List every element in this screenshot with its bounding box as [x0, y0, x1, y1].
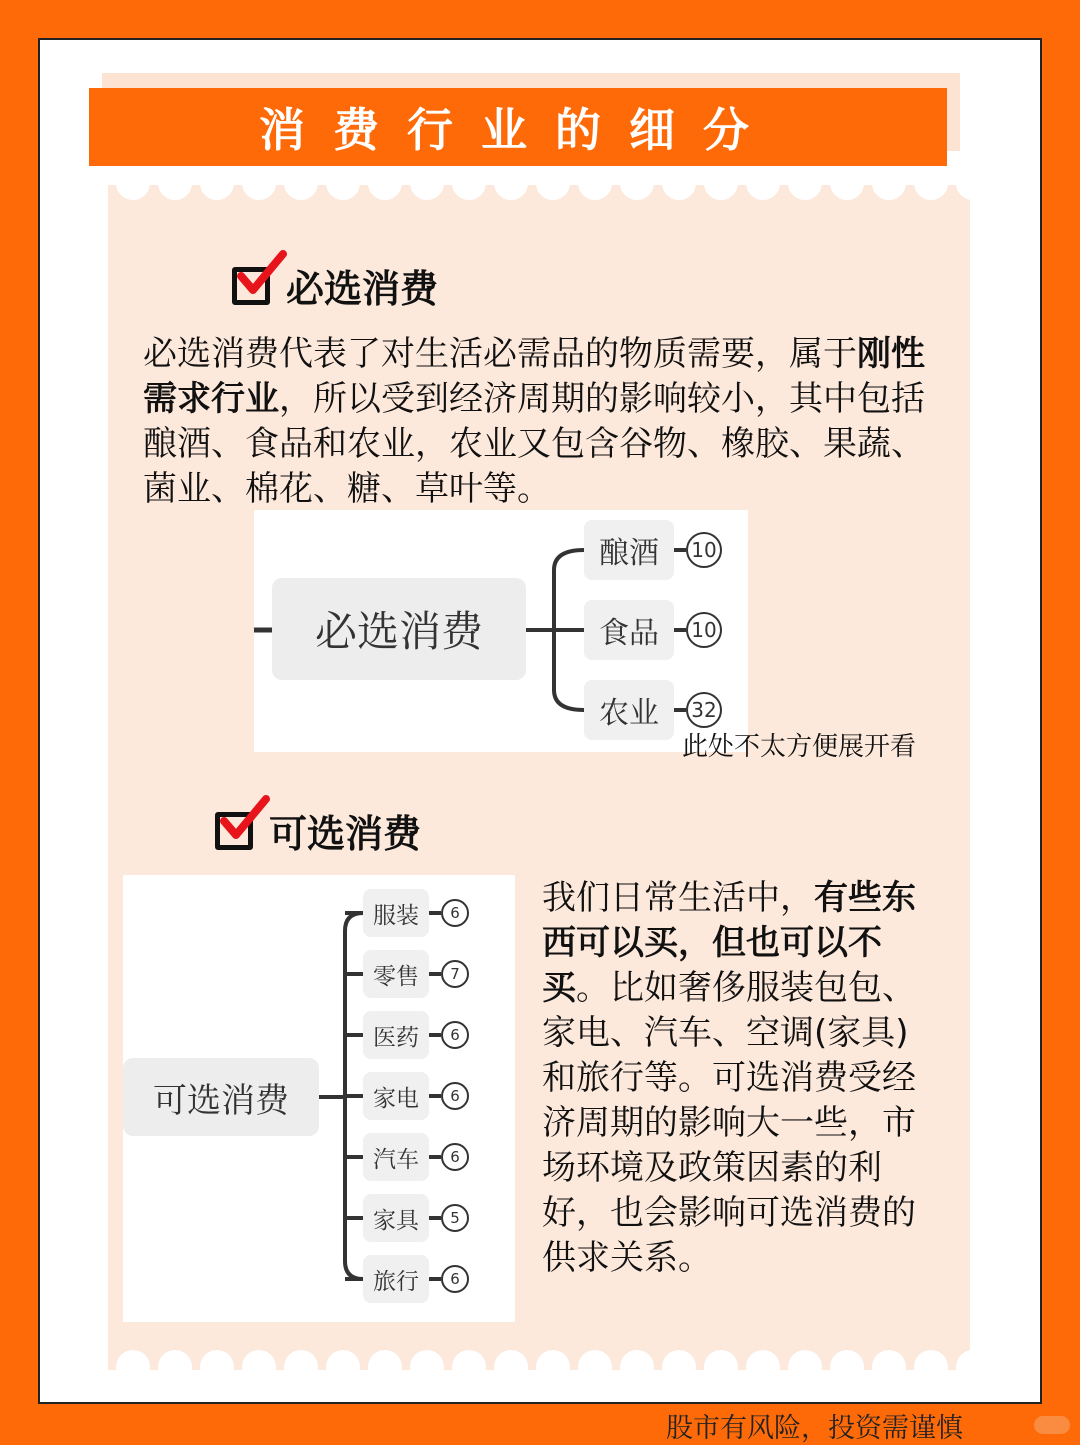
mindmap-leaf: 旅行 — [363, 1255, 429, 1303]
mindmap-count-badge: 6 — [441, 899, 469, 927]
paragraph-text: 我们日常生活中， — [542, 878, 814, 918]
mindmap-leaf: 食品 — [584, 600, 674, 660]
mindmap-count-badge: 6 — [441, 1082, 469, 1110]
scallop-top-edge — [108, 174, 970, 200]
mindmap-leaf: 家具 — [363, 1194, 429, 1242]
paragraph-text: 必选消费代表了对生活必需品的物质需要，属于 — [143, 334, 857, 374]
scallop-bump — [662, 1350, 696, 1376]
mindmap-optional — [123, 875, 515, 1322]
scallop-bump — [578, 174, 612, 200]
scallop-bump — [578, 1350, 612, 1376]
mindmap-root: 可选消费 — [123, 1058, 319, 1136]
mindmap-essential — [254, 510, 748, 752]
scallop-bump — [242, 174, 276, 200]
note-text: 此处不太方便展开看 — [682, 732, 917, 762]
scallop-bump — [368, 1350, 402, 1376]
scallop-bump — [284, 174, 318, 200]
scallop-bump — [158, 174, 192, 200]
scallop-bump — [956, 174, 970, 200]
scallop-bump — [536, 1350, 570, 1376]
mindmap-count-badge: 5 — [441, 1204, 469, 1232]
scallop-bottom-edge — [108, 1350, 970, 1376]
mindmap-count-badge: 32 — [686, 692, 722, 728]
paragraph-emphasis: 刚性需求行业 — [143, 334, 925, 419]
mindmap-count-badge: 10 — [686, 612, 722, 648]
page-title: 消费行业的细分 — [89, 88, 947, 166]
scallop-bump — [662, 174, 696, 200]
watermark-logo — [1034, 1416, 1070, 1434]
scallop-bump — [200, 1350, 234, 1376]
mindmap-leaf: 汽车 — [363, 1133, 429, 1181]
scallop-bump — [494, 174, 528, 200]
scallop-bump — [536, 174, 570, 200]
scallop-bump — [788, 1350, 822, 1376]
section-heading-essential — [232, 258, 438, 313]
scallop-bump — [284, 1350, 318, 1376]
mindmap-leaf: 农业 — [584, 680, 674, 740]
scallop-bump — [242, 1350, 276, 1376]
scallop-bump — [746, 1350, 780, 1376]
scallop-bump — [872, 1350, 906, 1376]
scallop-bump — [788, 174, 822, 200]
scallop-bump — [452, 174, 486, 200]
scallop-bump — [200, 174, 234, 200]
mindmap-count-badge: 6 — [441, 1143, 469, 1171]
mindmap-root: 必选消费 — [272, 578, 526, 680]
mindmap-count-badge: 6 — [441, 1265, 469, 1293]
scallop-bump — [704, 174, 738, 200]
scallop-bump — [746, 174, 780, 200]
scallop-bump — [368, 174, 402, 200]
paragraph-emphasis: 有些东西可以买，但也可以不买 — [542, 878, 916, 1008]
scallop-bump — [830, 1350, 864, 1376]
scallop-bump — [326, 1350, 360, 1376]
section-heading-label: 必选消费 — [286, 267, 439, 311]
disclaimer-footer: 股市有风险，投资需谨慎 — [666, 1413, 963, 1444]
scallop-bump — [158, 1350, 192, 1376]
scallop-bump — [452, 1350, 486, 1376]
scallop-bump — [116, 1350, 150, 1376]
scallop-bump — [410, 1350, 444, 1376]
scallop-bump — [830, 174, 864, 200]
scallop-bump — [914, 174, 948, 200]
optional-paragraph — [542, 876, 922, 1281]
scallop-bump — [872, 174, 906, 200]
section-heading-optional — [215, 803, 421, 858]
paragraph-text: 。比如奢侈服装包包、家电、汽车、空调(家具)和旅行等。可选消费受经济周期的影响大一些，市场环境及政策因素的利好，也会影响可选消费的供求关系。 — [542, 968, 916, 1278]
mindmap-leaf: 酿酒 — [584, 520, 674, 580]
paragraph-text: ，所以受到经济周期的影响较小，其中包括酿酒、食品和农业，农业又包含谷物、橡胶、果蔬、菌业、棉花、糖、草叶等。 — [143, 379, 925, 509]
mindmap-leaf: 零售 — [363, 950, 429, 998]
scallop-bump — [494, 1350, 528, 1376]
section-heading-label: 可选消费 — [269, 812, 422, 856]
essential-paragraph — [143, 332, 943, 512]
scallop-bump — [956, 1350, 970, 1376]
scallop-bump — [116, 174, 150, 200]
checkmark-icon — [215, 812, 253, 850]
scallop-bump — [326, 174, 360, 200]
scallop-bump — [704, 1350, 738, 1376]
mindmap-count-badge: 10 — [686, 532, 722, 568]
mindmap-count-badge: 7 — [441, 960, 469, 988]
mindmap-count-badge: 6 — [441, 1021, 469, 1049]
mindmap-leaf: 家电 — [363, 1072, 429, 1120]
scallop-bump — [914, 1350, 948, 1376]
mindmap-leaf: 医药 — [363, 1011, 429, 1059]
scallop-bump — [620, 174, 654, 200]
mindmap-leaf: 服装 — [363, 889, 429, 937]
scallop-bump — [620, 1350, 654, 1376]
scallop-bump — [410, 174, 444, 200]
checkmark-icon — [232, 267, 270, 305]
